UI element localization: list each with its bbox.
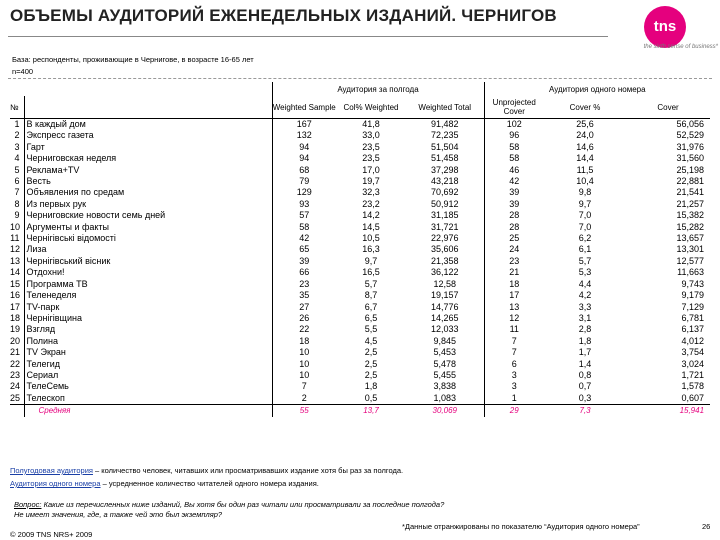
weighted-sample: 66 xyxy=(272,267,336,278)
cover: 21,257 xyxy=(676,198,705,209)
row-number: 13 xyxy=(10,255,21,266)
row-number: 1 xyxy=(14,119,20,129)
col-pct-weighted: 16,3 xyxy=(362,244,380,255)
weighted-total: 5,455 xyxy=(433,369,457,380)
question-text: Какие из перечисленных ниже изданий, Вы хотя бы один раз читали или просматривали за последние полгода? xyxy=(41,500,445,509)
col-pct-weighted: 0,5 xyxy=(364,392,378,403)
cover: 3,754 xyxy=(681,347,705,358)
weighted-sample: 35 xyxy=(272,290,336,301)
weighted-sample: 22 xyxy=(272,324,336,335)
table-row xyxy=(10,165,710,176)
weighted-total: 14,265 xyxy=(430,312,459,323)
cover: 11,663 xyxy=(677,267,705,278)
row-number: 17 xyxy=(10,301,21,312)
weighted-total: 21,358 xyxy=(430,255,459,266)
col-pct-weighted: 2,5 xyxy=(364,347,378,358)
row-number: 8 xyxy=(14,198,20,209)
col-pct-weighted: 6,7 xyxy=(364,301,378,312)
publication-name: Отдохни! xyxy=(24,267,272,278)
publication-name: В каждый дом xyxy=(24,119,272,131)
dashed-divider xyxy=(8,78,712,79)
publication-name: Весть xyxy=(24,176,272,187)
cover-pct: 14,6 xyxy=(576,141,594,152)
col-pct-weighted: 23,5 xyxy=(362,153,380,164)
cover: 13,657 xyxy=(676,233,705,244)
table-row xyxy=(10,187,710,198)
note-one-issue xyxy=(10,479,403,489)
avg-weighted-sample: 55 xyxy=(272,405,336,417)
col-pct-weighted: 33,0 xyxy=(362,130,380,141)
cover-pct: 9,8 xyxy=(578,187,592,198)
cover-pct: 9,7 xyxy=(578,198,592,209)
col-pct-weighted: 32,3 xyxy=(362,187,380,198)
unprojected-cover: 25 xyxy=(484,233,544,244)
col-pct-weighted: 4,5 xyxy=(364,335,378,346)
col-pct-weighted: 19,7 xyxy=(362,176,380,187)
row-number: 14 xyxy=(10,267,21,278)
table-row xyxy=(10,347,710,358)
row-number: 19 xyxy=(10,324,21,335)
col-pct-weighted: 8,7 xyxy=(364,290,378,301)
cover-pct: 0,3 xyxy=(578,392,592,403)
unprojected-cover: 12 xyxy=(484,313,544,324)
publication-name: Телегид xyxy=(24,359,272,370)
unprojected-cover: 24 xyxy=(484,244,544,255)
row-number: 7 xyxy=(14,187,20,198)
unprojected-cover: 1 xyxy=(484,393,544,405)
average-num-cell xyxy=(10,405,24,417)
row-number: 2 xyxy=(14,130,20,141)
avg-cover-pct: 7,3 xyxy=(544,405,626,417)
cover: 9,743 xyxy=(681,278,705,289)
cover: 31,976 xyxy=(676,141,705,152)
unprojected-cover: 42 xyxy=(484,176,544,187)
table-row xyxy=(10,222,710,233)
publication-name: ТелеСемь xyxy=(24,381,272,392)
publication-name: TV-парк xyxy=(24,302,272,313)
table-body xyxy=(10,119,710,417)
cover: 1,721 xyxy=(681,369,705,380)
unprojected-cover: 28 xyxy=(484,222,544,233)
weighted-total: 12,033 xyxy=(430,324,459,335)
row-number: 3 xyxy=(14,141,20,152)
cover-pct: 1,7 xyxy=(578,347,592,358)
unprojected-cover: 6 xyxy=(484,359,544,370)
col-pct-weighted: 5,5 xyxy=(364,324,378,335)
publication-name: Чернігівщина xyxy=(24,313,272,324)
col-pct-weighted: 14,2 xyxy=(362,210,380,221)
table-row xyxy=(10,153,710,164)
table-row xyxy=(10,233,710,244)
cover: 9,179 xyxy=(681,290,705,301)
publication-name: Сериал xyxy=(24,370,272,381)
col-header-cover-pct: Cover % xyxy=(544,96,626,119)
group-header-half-year: Аудитория за полгода xyxy=(272,82,484,96)
cover: 4,012 xyxy=(681,335,705,346)
cover: 52,529 xyxy=(676,130,705,141)
publication-name: Телескоп xyxy=(24,393,272,405)
table-row xyxy=(10,176,710,187)
cover-pct: 7,0 xyxy=(578,210,592,221)
cover: 3,024 xyxy=(681,358,705,369)
cover-pct: 3,3 xyxy=(578,301,592,312)
cover-pct: 6,1 xyxy=(578,244,592,255)
publication-name: Взгляд xyxy=(24,324,272,335)
cover-pct: 25,6 xyxy=(576,119,594,129)
publication-name: Чернігівські відомості xyxy=(24,233,272,244)
weighted-total: 37,298 xyxy=(430,164,459,175)
unprojected-cover: 58 xyxy=(484,153,544,164)
unprojected-cover: 23 xyxy=(484,256,544,267)
publication-name: Чернігівський вісник xyxy=(24,256,272,267)
cover: 22,881 xyxy=(676,176,705,187)
cover-pct: 24,0 xyxy=(576,130,594,141)
row-number: 22 xyxy=(10,358,21,369)
survey-question xyxy=(14,500,574,520)
row-number: 15 xyxy=(10,278,21,289)
weighted-total: 72,235 xyxy=(430,130,459,141)
definitions xyxy=(10,466,403,489)
table-row xyxy=(10,359,710,370)
row-number: 9 xyxy=(14,210,20,221)
page-title: ОБЪЕМЫ АУДИТОРИЙ ЕЖЕНЕДЕЛЬНЫХ ИЗДАНИЙ. ЧЕРНИГОВ xyxy=(10,6,557,25)
weighted-total: 51,458 xyxy=(430,153,459,164)
cover-pct: 0,8 xyxy=(578,369,592,380)
weighted-sample: 23 xyxy=(272,279,336,290)
table-row xyxy=(10,119,710,131)
unprojected-cover: 58 xyxy=(484,142,544,153)
cover: 13,301 xyxy=(676,244,705,255)
weighted-total: 43,218 xyxy=(430,176,459,187)
cover-pct: 4,2 xyxy=(578,290,592,301)
publication-name: Черниговская неделя xyxy=(24,153,272,164)
table-row xyxy=(10,199,710,210)
weighted-sample: 42 xyxy=(272,233,336,244)
title-divider xyxy=(8,36,608,37)
table-row xyxy=(10,381,710,392)
cover-pct: 5,3 xyxy=(578,267,592,278)
row-number: 23 xyxy=(10,369,21,380)
col-pct-weighted: 17,0 xyxy=(362,164,380,175)
unprojected-cover: 96 xyxy=(484,130,544,141)
unprojected-cover: 3 xyxy=(484,370,544,381)
cover: 25,198 xyxy=(676,164,705,175)
weighted-sample: 39 xyxy=(272,256,336,267)
row-number: 21 xyxy=(10,347,21,358)
col-pct-weighted: 16,5 xyxy=(362,267,380,278)
cover: 7,129 xyxy=(681,301,705,312)
logo-tagline: the sixth sense of business* xyxy=(643,44,718,50)
cover: 21,541 xyxy=(676,187,705,198)
publication-name: Теленеделя xyxy=(24,290,272,301)
cover: 6,781 xyxy=(681,312,705,323)
table-row xyxy=(10,290,710,301)
col-pct-weighted: 14,5 xyxy=(362,221,380,232)
col-header-weighted-sample: Weighted Sample xyxy=(272,96,336,119)
unprojected-cover: 11 xyxy=(484,324,544,335)
row-number: 12 xyxy=(10,244,21,255)
row-number: 6 xyxy=(14,176,20,187)
row-number: 10 xyxy=(10,221,21,232)
weighted-total: 12,58 xyxy=(433,278,457,289)
cover: 31,560 xyxy=(676,153,705,164)
table-row xyxy=(10,256,710,267)
group-header-one-issue: Аудитория одного номера xyxy=(484,82,710,96)
row-number: 4 xyxy=(14,153,20,164)
publication-name: TV Экран xyxy=(24,347,272,358)
weighted-sample: 26 xyxy=(272,313,336,324)
unprojected-cover: 17 xyxy=(484,290,544,301)
col-header-weighted-total: Weighted Total xyxy=(406,96,484,119)
ranking-footnote: *Данные отранжированы по показателю “Аудитория одного номера” xyxy=(402,522,640,531)
cover-pct: 3,1 xyxy=(578,312,592,323)
question-label: Вопрос: xyxy=(14,500,42,509)
cover: 15,382 xyxy=(676,210,705,221)
note-half-year xyxy=(10,466,403,476)
publication-name: Программа ТВ xyxy=(24,279,272,290)
weighted-total: 22,976 xyxy=(430,233,459,244)
avg-weighted-total: 30,069 xyxy=(406,405,484,417)
weighted-sample: 167 xyxy=(272,119,336,131)
base-description xyxy=(12,54,254,78)
cover-pct: 10,4 xyxy=(576,176,594,187)
cover-pct: 1,8 xyxy=(578,335,592,346)
col-pct-weighted: 6,5 xyxy=(364,312,378,323)
note-one-issue-text: – усредненное количество читателей одного номера издания. xyxy=(100,479,319,488)
table-row xyxy=(10,130,710,141)
col-pct-weighted: 10,5 xyxy=(362,233,380,244)
weighted-total: 31,185 xyxy=(430,210,459,221)
weighted-sample: 79 xyxy=(272,176,336,187)
unprojected-cover: 13 xyxy=(484,302,544,313)
publication-name: Полина xyxy=(24,336,272,347)
unprojected-cover: 46 xyxy=(484,165,544,176)
table-row xyxy=(10,244,710,255)
cover-pct: 5,7 xyxy=(578,255,592,266)
sample-size: n=400 xyxy=(12,67,34,76)
avg-col-pct: 13,7 xyxy=(336,405,406,417)
term-one-issue[interactable]: Аудитория одного номера xyxy=(10,479,101,488)
weighted-sample: 27 xyxy=(272,302,336,313)
weighted-sample: 129 xyxy=(272,187,336,198)
publication-name: Аргументы и факты xyxy=(24,222,272,233)
weighted-total: 9,845 xyxy=(433,335,457,346)
average-row xyxy=(10,405,710,417)
publication-name: Реклама+TV xyxy=(24,165,272,176)
weighted-total: 31,721 xyxy=(430,221,459,232)
unprojected-cover: 28 xyxy=(484,210,544,221)
table-row xyxy=(10,370,710,381)
weighted-total: 5,453 xyxy=(433,347,457,358)
weighted-sample: 2 xyxy=(272,393,336,405)
cover-pct: 11,5 xyxy=(576,164,594,175)
weighted-sample: 18 xyxy=(272,336,336,347)
col-pct-weighted: 23,2 xyxy=(362,198,380,209)
row-number: 16 xyxy=(10,290,21,301)
unprojected-cover: 102 xyxy=(484,119,544,131)
unprojected-cover: 39 xyxy=(484,187,544,198)
cover-pct: 4,4 xyxy=(578,278,592,289)
weighted-total: 1,083 xyxy=(433,392,457,403)
col-pct-weighted: 2,5 xyxy=(364,369,378,380)
table-row xyxy=(10,210,710,221)
cover-pct: 1,4 xyxy=(578,358,592,369)
weighted-sample: 57 xyxy=(272,210,336,221)
table-row xyxy=(10,324,710,335)
weighted-sample: 94 xyxy=(272,153,336,164)
col-header-num: № xyxy=(10,96,24,119)
table-row xyxy=(10,313,710,324)
publication-name: Из первых рук xyxy=(24,199,272,210)
weighted-sample: 10 xyxy=(272,370,336,381)
row-number: 24 xyxy=(10,381,21,392)
col-header-unprojected: Unprojected Cover xyxy=(484,96,544,119)
unprojected-cover: 7 xyxy=(484,347,544,358)
question-text-2: Не имеет значения, где, а также чей это был экземпляр? xyxy=(14,510,223,519)
table-row xyxy=(10,279,710,290)
col-header-colpct: Col% Weighted xyxy=(336,96,406,119)
col-pct-weighted: 5,7 xyxy=(364,278,378,289)
avg-unprojected-cover: 29 xyxy=(484,405,544,417)
term-half-year[interactable]: Полугодовая аудитория xyxy=(10,466,93,475)
table-row xyxy=(10,336,710,347)
cover-pct: 2,8 xyxy=(578,324,592,335)
cover-pct: 7,0 xyxy=(578,221,592,232)
row-number: 20 xyxy=(10,335,21,346)
weighted-sample: 10 xyxy=(272,359,336,370)
audience-table xyxy=(10,82,710,417)
row-number: 18 xyxy=(10,312,21,323)
col-pct-weighted: 41,8 xyxy=(362,119,380,129)
weighted-sample: 132 xyxy=(272,130,336,141)
publication-name: Объявления по средам xyxy=(24,187,272,198)
table-row xyxy=(10,267,710,278)
row-number: 5 xyxy=(14,164,20,175)
publication-name: Черниговские новости семь дней xyxy=(24,210,272,221)
weighted-sample: 65 xyxy=(272,244,336,255)
unprojected-cover: 39 xyxy=(484,199,544,210)
cover-pct: 14,4 xyxy=(576,153,594,164)
unprojected-cover: 21 xyxy=(484,267,544,278)
weighted-sample: 7 xyxy=(272,381,336,392)
weighted-total: 19,157 xyxy=(430,290,459,301)
cover-pct: 0,7 xyxy=(578,381,592,392)
table-row xyxy=(10,142,710,153)
avg-cover: 15,941 xyxy=(626,405,710,417)
weighted-sample: 58 xyxy=(272,222,336,233)
weighted-total: 91,482 xyxy=(430,119,459,129)
weighted-total: 70,692 xyxy=(430,187,459,198)
row-number: 25 xyxy=(10,392,21,403)
publication-name: Экспресс газета xyxy=(24,130,272,141)
cover-pct: 6,2 xyxy=(578,233,592,244)
col-pct-weighted: 1,8 xyxy=(364,381,378,392)
weighted-sample: 93 xyxy=(272,199,336,210)
col-pct-weighted: 9,7 xyxy=(364,255,378,266)
col-header-cover: Cover xyxy=(626,96,710,119)
cover: 12,577 xyxy=(676,255,705,266)
weighted-total: 51,504 xyxy=(430,141,459,152)
unprojected-cover: 18 xyxy=(484,279,544,290)
weighted-sample: 94 xyxy=(272,142,336,153)
copyright: © 2009 TNS NRS+ 2009 xyxy=(10,530,93,539)
weighted-total: 5,478 xyxy=(433,358,457,369)
base-line: База: респонденты, проживающие в Чернигове, в возрасте 16-65 лет xyxy=(12,55,254,64)
page-number: 26 xyxy=(702,522,711,531)
publication-name: Лиза xyxy=(24,244,272,255)
average-label: Средняя xyxy=(24,405,272,417)
table-row xyxy=(10,302,710,313)
col-pct-weighted: 2,5 xyxy=(364,358,378,369)
weighted-total: 14,776 xyxy=(430,301,459,312)
row-number: 11 xyxy=(10,233,20,244)
weighted-sample: 68 xyxy=(272,165,336,176)
note-half-year-text: – количество человек, читавших или просматривавших издание хотя бы раз за полгода. xyxy=(92,466,404,475)
weighted-total: 50,912 xyxy=(430,198,459,209)
col-pct-weighted: 23,5 xyxy=(362,141,380,152)
unprojected-cover: 7 xyxy=(484,336,544,347)
weighted-sample: 10 xyxy=(272,347,336,358)
cover: 6,137 xyxy=(681,324,705,335)
table-row xyxy=(10,393,710,405)
cover: 0,607 xyxy=(681,392,705,403)
weighted-total: 35,606 xyxy=(430,244,459,255)
tns-logo: tns xyxy=(644,6,686,48)
cover: 15,282 xyxy=(676,221,705,232)
unprojected-cover: 3 xyxy=(484,381,544,392)
cover: 56,056 xyxy=(676,119,705,129)
weighted-total: 36,122 xyxy=(430,267,459,278)
cover: 1,578 xyxy=(681,381,705,392)
weighted-total: 3,838 xyxy=(433,381,457,392)
publication-name: Гарт xyxy=(24,142,272,153)
